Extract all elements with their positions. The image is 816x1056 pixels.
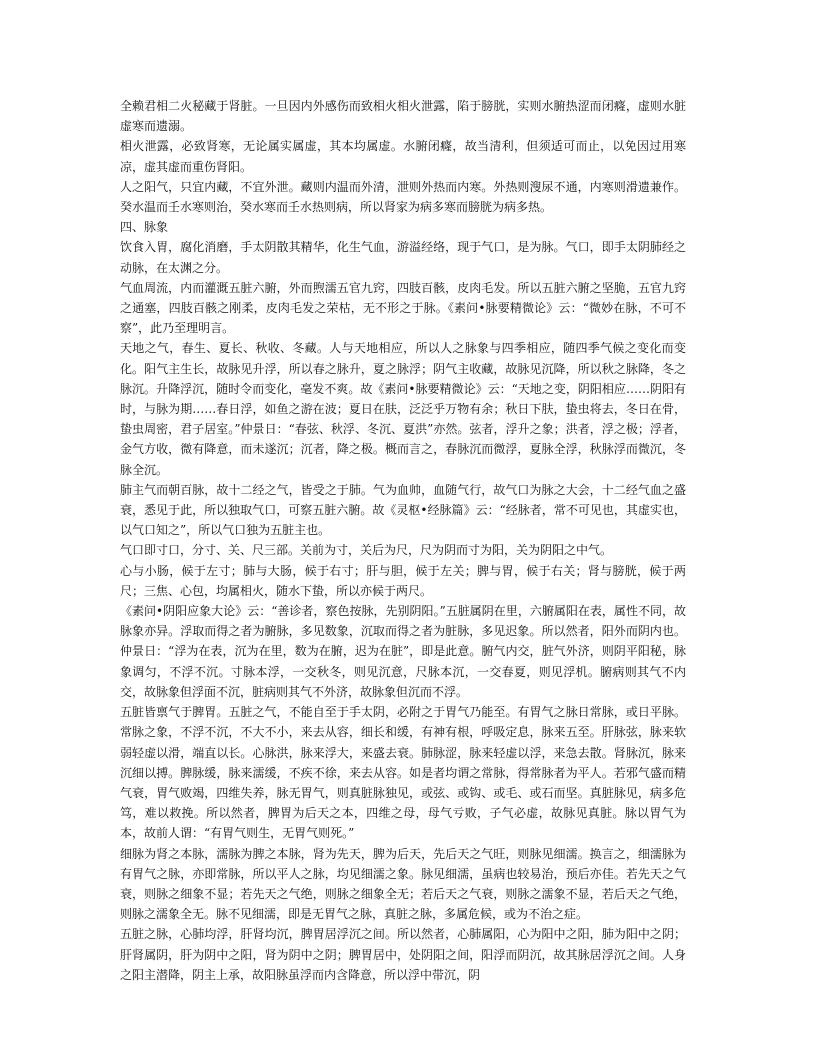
- paragraph-3: 人之阳气，只宜内藏，不宜外泄。藏则内温而外清，泄则外热而内寒。外热则溲尿不通，内寒则滑遗兼作。癸水温而壬水寒则治，癸水寒而壬水热则病，所以肾家为病多寒而膀胱为病多热。: [120, 179, 686, 215]
- paragraph-10: 《素问•阴阳应象大论》云：“善诊者，察色按脉，先别阴阳。”五脏属阴在里，六腑属阳在表，属性不同，故脉象亦异。浮取而得之者为腑脉，多见数象，沉取而得之者为脏脉，多见迟象。所以然者，阳外而阴内也。仲景日：“浮为在表，沉为在里，数为在腑，迟为在脏”，即是此意。腑气内交，脏气外济，则阴平阳秘，脉象调匀，不浮不沉。寸脉本浮，一交秋冬，则见沉意，尺脉本沉，一交春夏，则见浮机。腑病则其气不内交，故脉象但浮面不沉，脏病则其气不外济，故脉象但沉而不浮。: [120, 604, 686, 699]
- paragraph-9: 心与小肠，候于左寸；肺与大肠，候于右寸；肝与胆，候于左关；脾与胃，候于右关；肾与膀胱，候于两尺；三焦、心包，均属相火，随水下蛰，所以亦候于两尺。: [120, 563, 686, 598]
- paragraph-2: 相火泄露，必致肾寒，无论属实属虚，其本均属虚。水腑闭癃，故当清利，但须适可而止，以免因过用寒凉，虚其虚而重伤肾阳。: [120, 139, 686, 174]
- section-heading-pulse: 四、脉象: [120, 220, 169, 235]
- paragraph-4: 饮食入胃，腐化消磨，手太阴散其精华，化生气血，游溢经络，现于气口，是为脉。气口，即手太阴肺经之动脉，在太渊之分。: [120, 240, 686, 275]
- document-page: [120, 96, 686, 985]
- paragraph-12: 细脉为肾之本脉，濡脉为脾之本脉，肾为先天，脾为后天，先后天之气旺，则脉见细濡。换言之，细濡脉为有胃气之脉，亦即常脉，所以平人之脉，均见细濡之象。脉见细濡，虽病也较易治，预后亦佳。若先天之气衰，则脉之细象不显；若先天之气绝，则脉之细象全无；若后天之气衰，则脉之濡象不显，若后天之气绝，则脉之濡象全无。脉不见细濡，即是无胃气之脉，真脏之脉，多属危候，或为不治之症。: [120, 846, 686, 922]
- paragraph-1: 全赖君相二火秘藏于肾脏。一旦因内外感伤而致相火相火泄露，陷于膀胱，实则水腑热涩而闭癃，虚则水脏虚寒而遗溺。: [120, 99, 686, 134]
- paragraph-7: 肺主气而朝百脉，故十二经之气，皆受之于肺。气为血帅，血随气行，故气口为脉之大会，十二经气血之盛衰，悉见于此，所以独取气口，可察五脏六腑。故《灵枢•经脉篇》云：“经脉者，常不可见也，其虚实也，以气口知之”，所以气口独为五脏主也。: [120, 482, 686, 538]
- paragraph-13: 五脏之脉，心肺均浮，肝肾均沉，脾胃居浮沉之间。所以然者，心肺属阳，心为阳中之阳，肺为阳中之阴；肝肾属阴，肝为阴中之阳，肾为阴中之阴；脾胃居中，处阴阳之间，阳浮而阴沉，故其脉居浮沉之间。人身之阳主潜降，阴主上承，故阳脉虽浮而内含降意，所以浮中带沉，阴: [120, 927, 686, 982]
- paragraph-8: 气口即寸口，分寸、关、尺三部。关前为寸，关后为尺，尺为阴而寸为阳，关为阴阳之中气。: [120, 543, 613, 558]
- paragraph-11: 五脏皆禀气于脾胃。五脏之气，不能自至于手太阴，必附之于胃气乃能至。有胃气之脉日常脉，或日平脉。常脉之象，不浮不沉，不大不小，来去从容，细长和缓，有神有根，呼吸定息，脉来五至。肝脉弦，脉来软弱轻虚以滑，端直以长。心脉洪，脉来浮大，来盛去衰。肺脉涩，脉来轻虚以浮，来急去散。肾脉沉，脉来沉细以搏。脾脉缓，脉来濡缓，不疾不徐，来去从容。如是者均谓之常脉，得常脉者为平人。若邪气盛而精气衰，胃气败竭，四维失养，脉无胃气，则真脏脉独见，或弦、或钩、或毛、或石而坚。真脏脉见，病多危笃，难以救挽。所以然者，脾胃为后天之本，四维之母，母气亏败，子气必虚，故脉见真脏。脉以胃气为本，故前人谓：“有胃气则生，无胃气则死。”: [120, 705, 686, 841]
- paragraph-6: 天地之气，春生、夏长、秋收、冬藏。人与天地相应，所以人之脉象与四季相应，随四季气候之变化而变化。阳气主生长，故脉见升浮，所以春之脉升，夏之脉浮；阴气主收藏，故脉见沉降，所以秋之脉降，冬之脉沉。升降浮沉，随时令而变化，毫发不爽。故《素问•脉要精微论》云：“天地之变，阴阳相应……阴阳有时，与脉为期……春日浮，如鱼之游在波；夏日在肤，泛泛乎万物有余；秋日下肤，蛰虫将去，冬日在骨，蛰虫周密，君子居室。”仲景日：“春弦、秋浮、冬沉、夏洪”亦然。弦者，浮升之象；洪者，浮之极；浮者，金气方收，微有降意，而未遂沉；沉者，降之极。概而言之，春脉沉而微浮，夏脉全浮，秋脉浮而微沉，冬脉全沉。: [120, 341, 686, 477]
- paragraph-5: 气血周流，内而灌溉五脏六腑，外而煦濡五官九窍，四肢百骸，皮肉毛发。所以五脏六腑之坚脆，五官九窍之通塞，四肢百骸之刚柔，皮肉毛发之荣枯，无不形之于脉。《素问•脉要精微论》云：“微妙在脉，不可不察”，此乃至理明言。: [120, 280, 686, 336]
